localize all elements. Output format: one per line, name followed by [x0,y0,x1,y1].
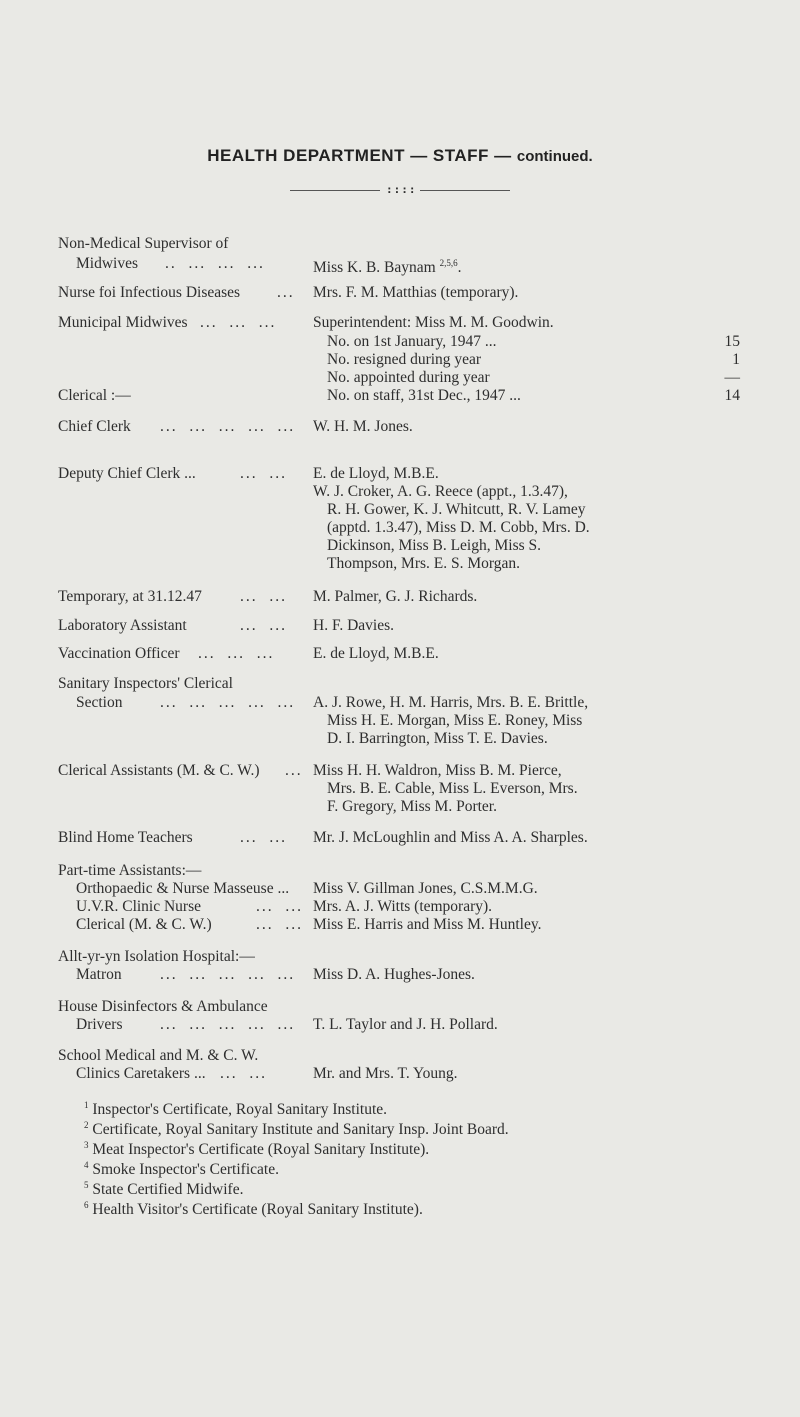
sanitary-label-line1: Sanitary Inspectors' Clerical [58,675,233,692]
midwives-stat-value: — [724,369,740,386]
blind-teachers-label: Blind Home Teachers [58,829,193,846]
uvr-label: U.V.R. Clinic Nurse [76,898,202,915]
footnote [84,1100,387,1119]
leader-dots: ... ... [240,829,287,846]
footnote-text: Smoke Inspector's Certificate. [92,1161,279,1178]
supervisor-value: Miss K. B. Baynam $^{2,5,6}$. [313,258,462,276]
midwives-stat-value: 14 [724,387,740,404]
clerical-assistants-value-line: F. Gregory, Miss M. Porter. [327,798,497,815]
midwives-stat-label: No. appointed during year [327,369,490,386]
leader-dots: ... ... [240,465,287,482]
midwives-stat-label: No. resigned during year [327,351,482,368]
leader-dots: ... ... ... [200,314,277,331]
leader-dots: .. ... ... ... [165,255,265,272]
deputy-value-line: E. de Lloyd, M.B.E. [313,465,439,482]
deputy-value-line: R. H. Gower, K. J. Whitcutt, R. V. Lamey [327,501,586,518]
ortho-value: Miss V. Gillman Jones, C.S.M.M.G. [313,880,538,897]
supervisor-name: Miss K. B. Baynam [313,259,436,276]
footnote [84,1140,429,1159]
footnote-text: Certificate, Royal Sanitary Institute and Sanitary Insp. Joint Board. [92,1121,509,1138]
sanitary-value-line: D. I. Barrington, Miss T. E. Davies. [327,730,548,747]
sanitary-value-line: A. J. Rowe, H. M. Harris, Mrs. B. E. Brittle, [313,694,589,711]
house-disinfectors-label-line1: House Disinfectors & Ambulance [58,998,268,1015]
vaccination-label: Vaccination Officer [58,645,180,662]
matron-value: Miss D. A. Hughes-Jones. [313,966,475,983]
leader-dots: ... ... [220,1065,267,1082]
school-medical-label-line2: Clinics Caretakers ... [76,1065,206,1082]
midwives-stat-value: 15 [724,333,740,350]
leader-dots: ... ... [240,588,287,605]
midwives-label: Municipal Midwives [58,314,188,331]
footnote-number: 4 [84,1160,89,1170]
footnote [84,1120,509,1139]
footnote [84,1180,243,1199]
nurse-value: Mrs. F. M. Matthias (temporary). [313,284,519,301]
clerical-assistants-value-line: Mrs. B. E. Cable, Miss L. Everson, Mrs. [327,780,578,797]
deputy-value-line: Dickinson, Miss B. Leigh, Miss S. [327,537,542,554]
footnote-text: Meat Inspector's Certificate (Royal Sanitary Institute). [92,1141,430,1158]
leader-dots: ... ... ... [198,645,275,662]
midwives-superintendent: Superintendent: Miss M. M. Goodwin. [313,314,554,331]
clerical-mcw-label: Clerical (M. & C. W.) [76,916,212,933]
leader-dots: ... ... ... ... ... [160,418,296,435]
footnote-number: 1 [84,1100,89,1110]
vaccination-value: E. de Lloyd, M.B.E. [313,645,439,662]
footnote-number: 2 [84,1120,89,1130]
midwives-stat-value: 1 [732,351,740,368]
sanitary-value-line: Miss H. E. Morgan, Miss E. Roney, Miss [327,712,583,729]
deputy-clerk-label: Deputy Chief Clerk ... [58,465,196,482]
footnote-number: 5 [84,1180,89,1190]
supervisor-label-line1: Non-Medical Supervisor of [58,235,229,252]
divider-rule-left [290,190,380,191]
lab-assistant-label: Laboratory Assistant [58,617,187,634]
temporary-label: Temporary, at 31.12.47 [58,588,202,605]
chief-clerk-value: W. H. M. Jones. [313,418,413,435]
allt-heading: Allt-yr-yn Isolation Hospital:— [58,948,255,965]
parttime-heading: Part-time Assistants:— [58,862,202,879]
matron-label: Matron [76,966,122,983]
midwives-stat-label: No. on staff, 31st Dec., 1947 ... [327,387,521,404]
house-disinfectors-label-line2: Drivers [76,1016,123,1033]
school-medical-value: Mr. and Mrs. T. Young. [313,1065,458,1082]
sanitary-label-line2: Section [76,694,123,711]
leader-dots: ... ... [256,898,303,915]
footnote-text: Health Visitor's Certificate (Royal Sanitary Institute). [92,1201,423,1218]
leader-dots: ... [285,762,303,779]
leader-dots: ... ... [240,617,287,634]
chief-clerk-label: Chief Clerk [58,418,131,435]
uvr-value: Mrs. A. J. Witts (temporary). [313,898,493,915]
heading-main: HEALTH DEPARTMENT — STAFF — [207,146,512,165]
page-heading [0,146,800,166]
lab-assistant-value: H. F. Davies. [313,617,394,634]
section-divider [290,184,510,196]
ortho-label: Orthopaedic & Nurse Masseuse ... [76,880,290,897]
clerical-assistants-value-line: Miss H. H. Waldron, Miss B. M. Pierce, [313,762,562,779]
footnote [84,1200,423,1219]
school-medical-label-line1: School Medical and M. & C. W. [58,1047,259,1064]
leader-dots: ... [277,284,295,301]
leader-dots: ... ... ... ... ... [160,966,296,983]
nurse-label: Nurse foi Infectious Diseases [58,284,241,301]
divider-dots: :::: [386,183,417,196]
clerical-assistants-label: Clerical Assistants (M. & C. W.) [58,762,260,779]
supervisor-footnote-ref: 2,5,6 [439,258,458,268]
clerical-mcw-value: Miss E. Harris and Miss M. Huntley. [313,916,542,933]
leader-dots: ... ... [256,916,303,933]
footnote [84,1160,279,1179]
divider-rule-right [420,190,510,191]
deputy-value-line: W. J. Croker, A. G. Reece (appt., 1.3.47), [313,483,568,500]
blind-teachers-value: Mr. J. McLoughlin and Miss A. A. Sharples. [313,829,588,846]
footnote-number: 6 [84,1200,89,1210]
deputy-value-line: Thompson, Mrs. E. S. Morgan. [327,555,521,572]
clerical-heading: Clerical :— [58,387,131,404]
deputy-value-line: (apptd. 1.3.47), Miss D. M. Cobb, Mrs. D. [327,519,590,536]
supervisor-label-line2: Midwives [76,255,138,272]
leader-dots: ... ... ... ... ... [160,1016,296,1033]
house-disinfectors-value: T. L. Taylor and J. H. Pollard. [313,1016,498,1033]
footnote-number: 3 [84,1140,89,1150]
leader-dots: ... ... ... ... ... [160,694,296,711]
footnote-text: State Certified Midwife. [92,1181,244,1198]
temporary-value: M. Palmer, G. J. Richards. [313,588,478,605]
heading-continued: continued. [516,148,593,165]
footnote-text: Inspector's Certificate, Royal Sanitary Institute. [92,1101,388,1118]
midwives-stat-label: No. on 1st January, 1947 ... [327,333,497,350]
